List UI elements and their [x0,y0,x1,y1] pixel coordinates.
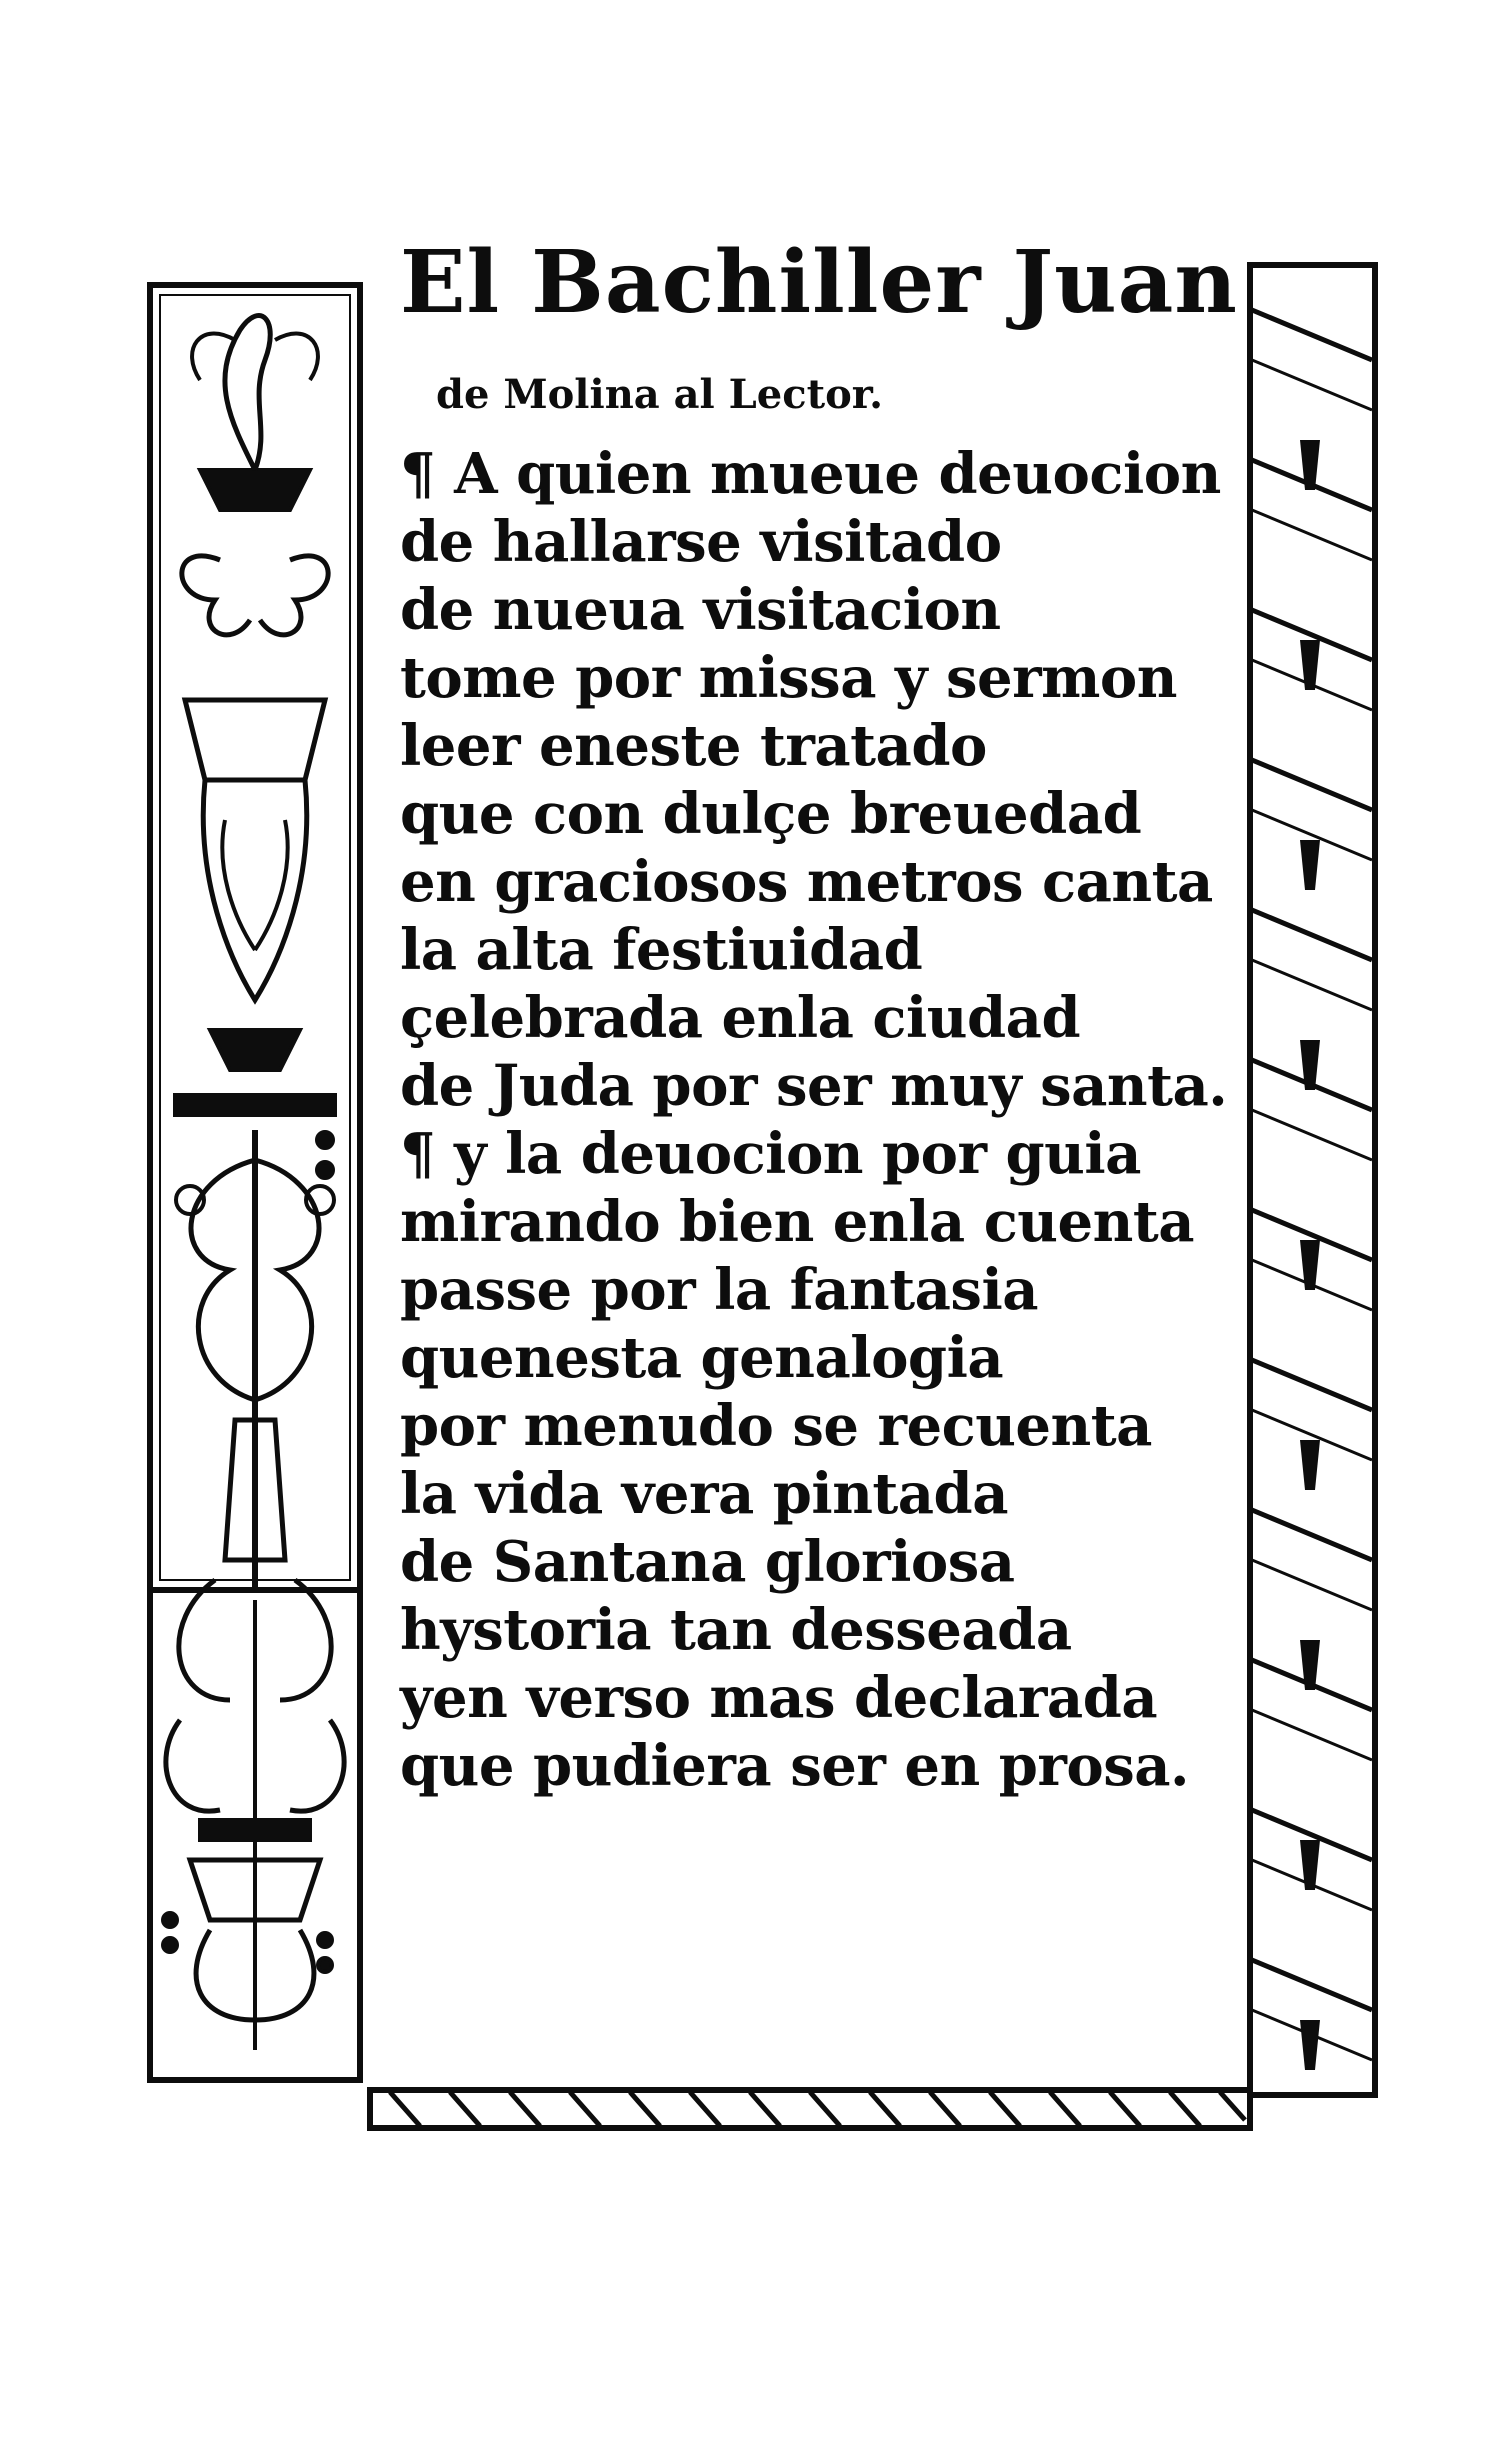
right-twisted-column [1250,265,1375,2095]
verse-line: la vida vera pintada [400,1461,1008,1527]
verse-line: por menudo se recuenta [400,1393,1152,1459]
verse-line: yen verso mas declarada [400,1665,1158,1731]
page-subtitle: de Molina al Lector. [436,371,884,418]
bottom-rope-border [370,2090,1250,2128]
verse-line: en graciosos metros canta [400,849,1213,915]
verse-line: la alta festiuidad [400,917,923,983]
verse-line: de Santana gloriosa [400,1529,1015,1595]
verse-line: de Juda por ser muy santa. [400,1053,1228,1119]
verse-line: çelebrada enla ciudad [400,985,1081,1051]
verse-line: quenesta genalogia [400,1325,1004,1391]
verse-line: ¶ y la deuocion por guia [400,1121,1141,1187]
left-floral-border [150,285,360,2080]
verse-line: mirando bien enla cuenta [400,1189,1195,1255]
verse-line: que pudiera ser en prosa. [400,1733,1190,1799]
verse-line: tome por missa y sermon [400,645,1177,711]
verse-line: ¶ A quien mueue deuocion [400,441,1221,507]
verse-line: hystoria tan desseada [400,1597,1072,1663]
verse-line: passe por la fantasia [400,1257,1039,1323]
verse-line: de hallarse visitado [400,509,1002,575]
verse-line: leer eneste tratado [400,713,987,779]
page-title: El Bachiller Juan [400,232,1238,333]
verse-text [400,440,1230,1800]
verse-line: que con dulçe breuedad [400,781,1142,847]
verse-line: de nueua visitacion [400,577,1001,643]
